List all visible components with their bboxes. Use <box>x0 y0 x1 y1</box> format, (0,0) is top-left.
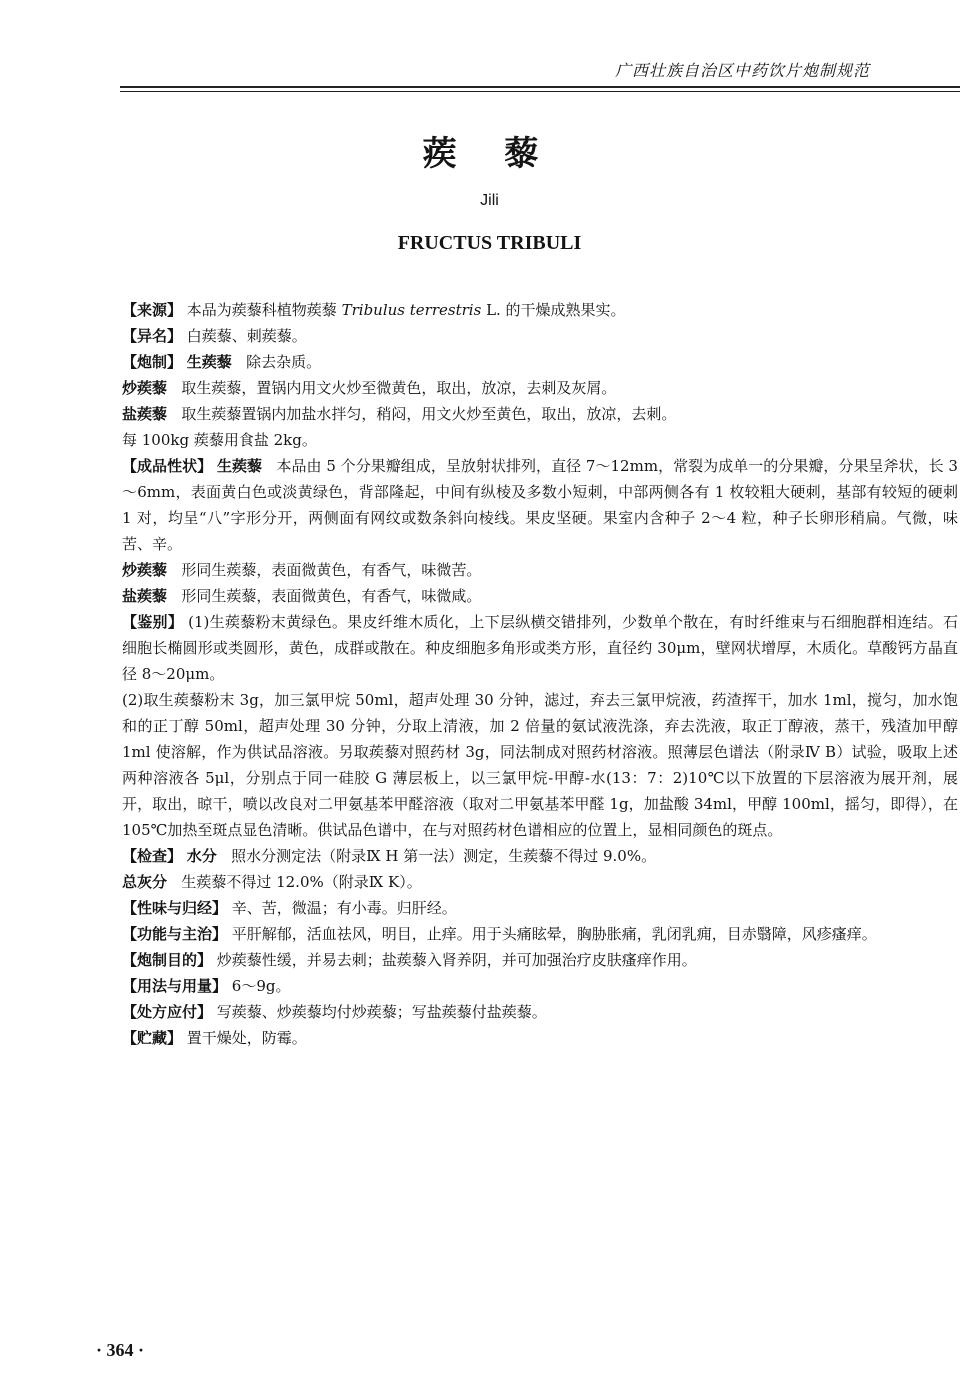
section-text: 每 100kg 蒺藜用食盐 2kg。 <box>122 431 317 449</box>
processing-salt-note <box>122 427 958 453</box>
subsection-name: 盐蒺藜 <box>122 405 168 423</box>
section-label: 【性味与归经】 <box>122 899 228 917</box>
section-nature <box>122 895 958 921</box>
section-dosage <box>122 973 958 999</box>
section-text: (1)生蒺藜粉末黄绿色。果皮纤维木质化，上下层纵横交错排列，少数单个散在，有时纤维束与石细胞群相连结。石细胞长椭圆形或类圆形，黄色，成群或散在。种皮细胞多角形或类方形，直径约 30μm，壁网状增厚，木质化。草酸钙方晶直径 8～20μm。 <box>122 613 958 683</box>
section-processing <box>122 349 958 375</box>
species-name: Tribulus terrestris <box>341 301 482 319</box>
section-text: 炒蒺藜性缓，并易去刺；盐蒺藜入肾养阴，并可加强治疗皮肤瘙痒作用。 <box>216 951 697 969</box>
section-text: L. 的干燥成熟果实。 <box>486 301 626 319</box>
section-label: 【功能与主治】 <box>122 925 228 943</box>
section-text: 照水分测定法（附录Ⅸ H 第一法）测定，生蒺藜不得过 9.0%。 <box>231 847 657 865</box>
subsection-name: 生蒺藜 <box>216 457 263 475</box>
monograph-title: 蒺 藜 <box>422 134 557 174</box>
section-inspection <box>122 843 958 869</box>
section-label: 【成品性状】 <box>122 457 213 475</box>
section-character <box>122 453 958 557</box>
section-label: 【异名】 <box>122 327 183 345</box>
section-purpose <box>122 947 958 973</box>
section-label: 【来源】 <box>122 301 183 319</box>
section-text: 生蒺藜不得过 12.0%（附录Ⅸ K）。 <box>181 873 422 891</box>
subsection-name: 炒蒺藜 <box>122 561 168 579</box>
section-text: 置干燥处，防霉。 <box>186 1029 307 1047</box>
section-text: 取生蒺藜，置锅内用文火炒至微黄色，取出，放凉，去刺及灰屑。 <box>181 379 617 397</box>
character-fried <box>122 557 958 583</box>
identification-tlc <box>122 687 958 843</box>
subsection-name: 盐蒺藜 <box>122 587 168 605</box>
section-label: 【炮制目的】 <box>122 951 213 969</box>
subsection-name: 总灰分 <box>122 873 168 891</box>
section-text: 本品由 5 个分果瓣组成，呈放射状排列，直径 7～12mm，常裂为成单一的分果瓣，分果呈斧状，长 3～6mm，表面黄白色或淡黄绿色，背部隆起，中间有纵棱及多数小短刺，中部两侧各有 1 枚较粗大硬刺，基部有较短的硬刺 1 对，均呈“八”字形分开，两侧面有网纹或数条斜向棱线。果皮坚硬。果室内含种子 2～4 粒，种子长卵形稍扁。气微，味苦、辛。 <box>122 457 958 553</box>
title-latin: FRUCTUS TRIBULI <box>397 232 582 254</box>
section-text: 白蒺藜、刺蒺藜。 <box>186 327 307 345</box>
section-text: 本品为蒺藜科植物蒺藜 <box>186 301 337 319</box>
header-rule <box>120 86 960 88</box>
section-storage <box>122 1025 958 1051</box>
processing-fried <box>122 375 958 401</box>
section-text: 除去杂质。 <box>246 353 322 371</box>
section-label: 【处方应付】 <box>122 1003 213 1021</box>
section-label: 【炮制】 <box>122 353 183 371</box>
inspection-ash <box>122 869 958 895</box>
title-pinyin: Jili <box>480 192 499 209</box>
subsection-name: 生蒺藜 <box>186 353 232 371</box>
section-text: (2)取生蒺藜粉末 3g，加三氯甲烷 50ml，超声处理 30 分钟，滤过，弃去三氯甲烷液，药渣挥干，加水 1ml，搅匀，加水饱和的正丁醇 50ml，超声处理 30 分钟，分取上清液，加 2 倍量的氨试液洗涤，弃去洗液，取正丁醇液，蒸干，残渣加甲醇 1ml 使溶解，作为供试品溶液。另取蒺藜对照药材 3g，同法制成对照药材溶液。照薄层色谱法（附录Ⅳ B）试验，吸取上述两种溶液各 5μl，分别点于同一硅胶 G 薄层板上，以三氯甲烷-甲醇-水(13：7：2)10℃以下放置的下层溶液为展开剂，展开，取出，晾干，喷以改良对二甲氨基苯甲醛溶液（取对二甲氨基苯甲醛 1g，加盐酸 34ml，甲醇 100ml，摇匀，即得），在 105℃加热至斑点显色清晰。供试品色谱中，在与对照药材色谱相应的位置上，显相同颜色的斑点。 <box>122 691 958 839</box>
running-header: 广西壮族自治区中药饮片炮制规范 <box>614 61 870 80</box>
section-identification <box>122 609 958 687</box>
section-prescription <box>122 999 958 1025</box>
section-text: 6～9g。 <box>231 977 291 995</box>
section-label: 【鉴别】 <box>122 613 184 631</box>
section-text: 形同生蒺藜，表面微黄色，有香气，味微咸。 <box>181 587 482 605</box>
section-label: 【用法与用量】 <box>122 977 228 995</box>
section-text: 写蒺藜、炒蒺藜均付炒蒺藜；写盐蒺藜付盐蒺藜。 <box>216 1003 547 1021</box>
monograph-body <box>122 297 958 1051</box>
section-text: 形同生蒺藜，表面微黄色，有香气，味微苦。 <box>181 561 482 579</box>
section-label: 【检查】 <box>122 847 183 865</box>
section-function <box>122 921 958 947</box>
section-text: 取生蒺藜置锅内加盐水拌匀，稍闷，用文火炒至黄色，取出，放凉，去刺。 <box>181 405 677 423</box>
subsection-name: 水分 <box>186 847 217 865</box>
section-text: 平肝解郁，活血祛风，明目，止痒。用于头痛眩晕，胸胁胀痛，乳闭乳痈，目赤翳障，风疹瘙痒。 <box>231 925 877 943</box>
subsection-name: 炒蒺藜 <box>122 379 168 397</box>
section-label: 【贮藏】 <box>122 1029 183 1047</box>
page-number: · 364 · <box>96 1340 145 1360</box>
section-alias <box>122 323 958 349</box>
header-rule-thin <box>120 91 960 92</box>
section-text: 辛、苦，微温；有小毒。归肝经。 <box>231 899 457 917</box>
section-source <box>122 297 958 323</box>
processing-salt <box>122 401 958 427</box>
character-salt <box>122 583 958 609</box>
